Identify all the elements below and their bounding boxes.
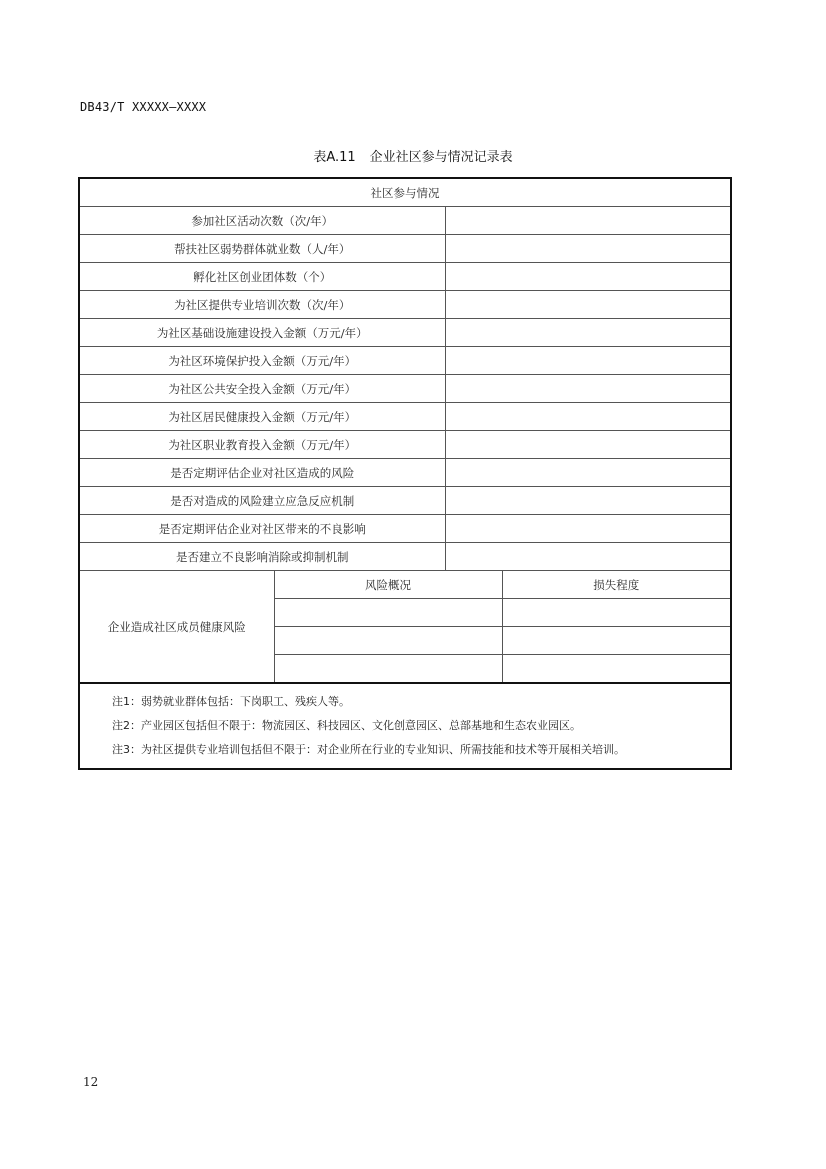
row-value-cell[interactable]	[445, 207, 731, 235]
row-value-cell[interactable]	[445, 487, 731, 515]
document-code: DB43/T XXXXX—XXXX	[80, 100, 207, 114]
risk-overview-cell[interactable]	[274, 655, 502, 684]
row-label: 为社区公共安全投入金额（万元/年）	[79, 375, 445, 403]
table-row	[79, 403, 731, 431]
risk-overview-cell[interactable]	[274, 627, 502, 655]
loss-degree-header: 损失程度	[502, 571, 731, 599]
row-value-cell[interactable]	[445, 403, 731, 431]
table-row	[79, 347, 731, 375]
row-value-cell[interactable]	[445, 459, 731, 487]
note-text: 为社区提供专业培训包括但不限于：对企业所在行业的专业知识、所需技能和技术等开展相关培训。	[141, 743, 625, 756]
community-participation-table	[78, 177, 732, 770]
risk-overview-header: 风险概况	[274, 571, 502, 599]
table-row	[79, 515, 731, 543]
table-title-text: 企业社区参与情况记录表	[369, 150, 513, 165]
loss-degree-cell[interactable]	[502, 627, 731, 655]
row-label: 是否对造成的风险建立应急反应机制	[79, 487, 445, 515]
table-row	[79, 235, 731, 263]
note-2	[112, 714, 730, 738]
table-row	[79, 263, 731, 291]
row-value-cell[interactable]	[445, 263, 731, 291]
notes-cell	[79, 683, 731, 769]
table-row	[79, 431, 731, 459]
loss-degree-cell[interactable]	[502, 599, 731, 627]
table-row	[79, 375, 731, 403]
row-label: 孵化社区创业团体数（个）	[79, 263, 445, 291]
row-value-cell[interactable]	[445, 291, 731, 319]
page-number: 12	[83, 1075, 99, 1089]
risk-section-label: 企业造成社区成员健康风险	[79, 571, 274, 684]
table-row	[79, 319, 731, 347]
notes-row	[79, 683, 731, 769]
row-value-cell[interactable]	[445, 347, 731, 375]
row-value-cell[interactable]	[445, 375, 731, 403]
row-label: 为社区基础设施建设投入金额（万元/年）	[79, 319, 445, 347]
row-label: 为社区提供专业培训次数（次/年）	[79, 291, 445, 319]
note-label: 注1：	[112, 695, 141, 708]
row-value-cell[interactable]	[445, 431, 731, 459]
row-value-cell[interactable]	[445, 515, 731, 543]
row-label: 是否建立不良影响消除或抑制机制	[79, 543, 445, 571]
table-row	[79, 291, 731, 319]
note-1	[112, 690, 730, 714]
table-row	[79, 207, 731, 235]
note-3	[112, 738, 730, 762]
row-label: 是否定期评估企业对社区带来的不良影响	[79, 515, 445, 543]
risk-header-row	[79, 571, 731, 599]
row-value-cell[interactable]	[445, 543, 731, 571]
row-label: 帮扶社区弱势群体就业数（人/年）	[79, 235, 445, 263]
row-value-cell[interactable]	[445, 235, 731, 263]
table-title	[0, 146, 826, 165]
row-label: 为社区职业教育投入金额（万元/年）	[79, 431, 445, 459]
row-label: 为社区环境保护投入金额（万元/年）	[79, 347, 445, 375]
table-row	[79, 459, 731, 487]
note-label: 注2：	[112, 719, 141, 732]
row-label: 是否定期评估企业对社区造成的风险	[79, 459, 445, 487]
row-value-cell[interactable]	[445, 319, 731, 347]
table-row	[79, 543, 731, 571]
table-number: 表A.11	[313, 150, 356, 165]
section-header: 社区参与情况	[79, 178, 731, 207]
note-text: 产业园区包括但不限于：物流园区、科技园区、文化创意园区、总部基地和生态农业园区。	[141, 719, 581, 732]
section-header-row	[79, 178, 731, 207]
risk-overview-cell[interactable]	[274, 599, 502, 627]
note-text: 弱势就业群体包括：下岗职工、残疾人等。	[141, 695, 350, 708]
row-label: 参加社区活动次数（次/年）	[79, 207, 445, 235]
row-label: 为社区居民健康投入金额（万元/年）	[79, 403, 445, 431]
note-label: 注3：	[112, 743, 141, 756]
table-row	[79, 487, 731, 515]
loss-degree-cell[interactable]	[502, 655, 731, 684]
